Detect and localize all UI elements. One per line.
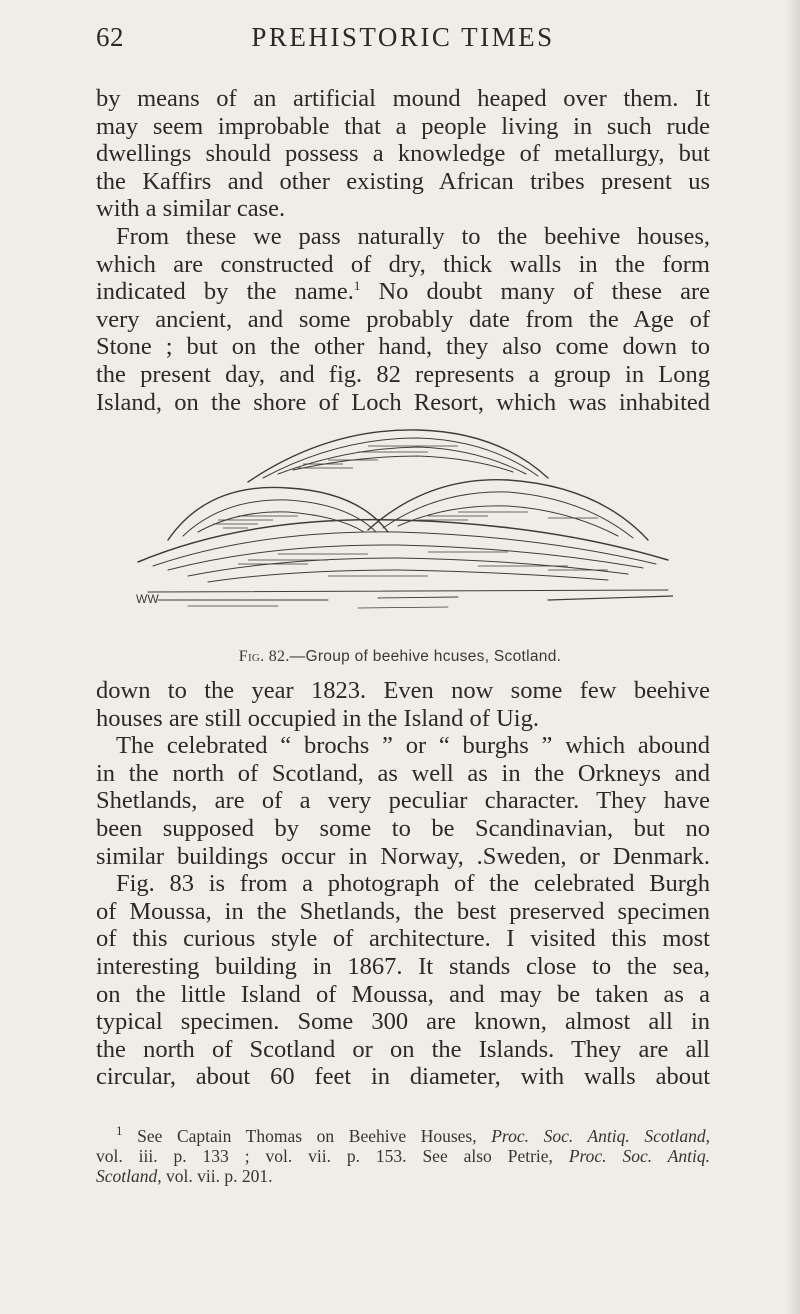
- footnote-line: [96, 1166, 710, 1186]
- text-line: very ancient, and some probably date from the Age of: [96, 305, 710, 333]
- footnote-line: [96, 1123, 710, 1146]
- text-line: The celebrated “ brochs ” or “ burghs ” which abound: [116, 732, 710, 760]
- beehive-houses-engraving: [128, 420, 673, 626]
- text-line-with-footnote-ref: [96, 278, 710, 306]
- text-block-bottom: [96, 677, 710, 1091]
- text-line: interesting building in 1867. It stands close to the sea,: [96, 952, 710, 980]
- text-line: in the north of Scotland, as well as in the Orkneys and: [96, 759, 710, 787]
- text-line: the Kaffirs and other existing African tribes present us: [96, 167, 710, 195]
- text-line: Fig. 83 is from a photograph of the celebrated Burgh: [116, 870, 710, 898]
- text-line: Stone ; but on the other hand, they also come down to: [96, 333, 710, 361]
- text-line: typical specimen. Some 300 are known, almost all in: [96, 1008, 710, 1036]
- text-block-top: [96, 85, 710, 416]
- text-line: of Moussa, in the Shetlands, the best preserved specimen: [96, 897, 710, 925]
- figure-caption: [0, 648, 800, 666]
- text-line: the present day, and fig. 82 represents a group in Long: [96, 360, 710, 388]
- text-line: similar buildings occur in Norway, .Sweden, or Denmark.: [96, 842, 710, 870]
- footnote-citation: Scotland,: [96, 1166, 162, 1186]
- text-line: by means of an artificial mound heaped over them. It: [96, 85, 710, 112]
- footnote-text: vol. vii. p. 201.: [161, 1166, 273, 1186]
- text-line: of this curious style of architecture. I visited this most: [96, 925, 710, 953]
- page-number: 62: [96, 22, 124, 52]
- engraver-signature: WW: [136, 592, 159, 606]
- footnote-marker: 1: [116, 1123, 123, 1139]
- footnote-citation: Proc. Soc. Antiq.: [568, 1146, 710, 1166]
- text-line: with a similar case.: [96, 195, 286, 223]
- footnote: [96, 1123, 710, 1186]
- running-head: PREHISTORIC TIMES: [251, 22, 555, 52]
- text-line: Shetlands, are of a very peculiar character. They have: [96, 787, 710, 815]
- footnote-citation: Proc. Soc. Antiq. Scotland,: [491, 1126, 710, 1146]
- text-line: the north of Scotland or on the Islands. They are all: [96, 1035, 710, 1063]
- footnote-line: [96, 1146, 710, 1166]
- text-line: dwellings should possess a knowledge of metallurgy, but: [96, 140, 710, 168]
- text-fragment: No doubt many of these are: [360, 278, 710, 306]
- text-line: From these we pass naturally to the beehive houses,: [116, 222, 710, 250]
- text-line: down to the year 1823. Even now some few beehive: [96, 677, 710, 704]
- text-line: on the little Island of Moussa, and may be taken as a: [96, 980, 710, 1008]
- footnote-text: vol. iii. p. 133 ; vol. vii. p. 153. See also Petrie,: [96, 1146, 569, 1166]
- footnote-text: See Captain Thomas on Beehive Houses,: [122, 1126, 492, 1146]
- page-header: [96, 22, 710, 62]
- engraving-illustration: [128, 420, 673, 626]
- text-fragment: indicated by the name.: [96, 278, 354, 306]
- figure-label: Fig. 82.: [238, 648, 290, 665]
- text-line: houses are still occupied in the Island of Uig.: [96, 704, 539, 732]
- text-line: Island, on the shore of Loch Resort, which was inhabited: [96, 388, 710, 416]
- text-line: which are constructed of dry, thick walls in the form: [96, 250, 710, 278]
- footnote-reference: 1: [353, 278, 361, 293]
- caption-text: —Group of beehive hcuses, Scotland.: [289, 648, 562, 665]
- text-line: circular, about 60 feet in diameter, with walls about: [96, 1063, 710, 1091]
- text-line: been supposed by some to be Scandinavian, but no: [96, 814, 710, 842]
- text-line: may seem improbable that a people living in such rude: [96, 112, 710, 140]
